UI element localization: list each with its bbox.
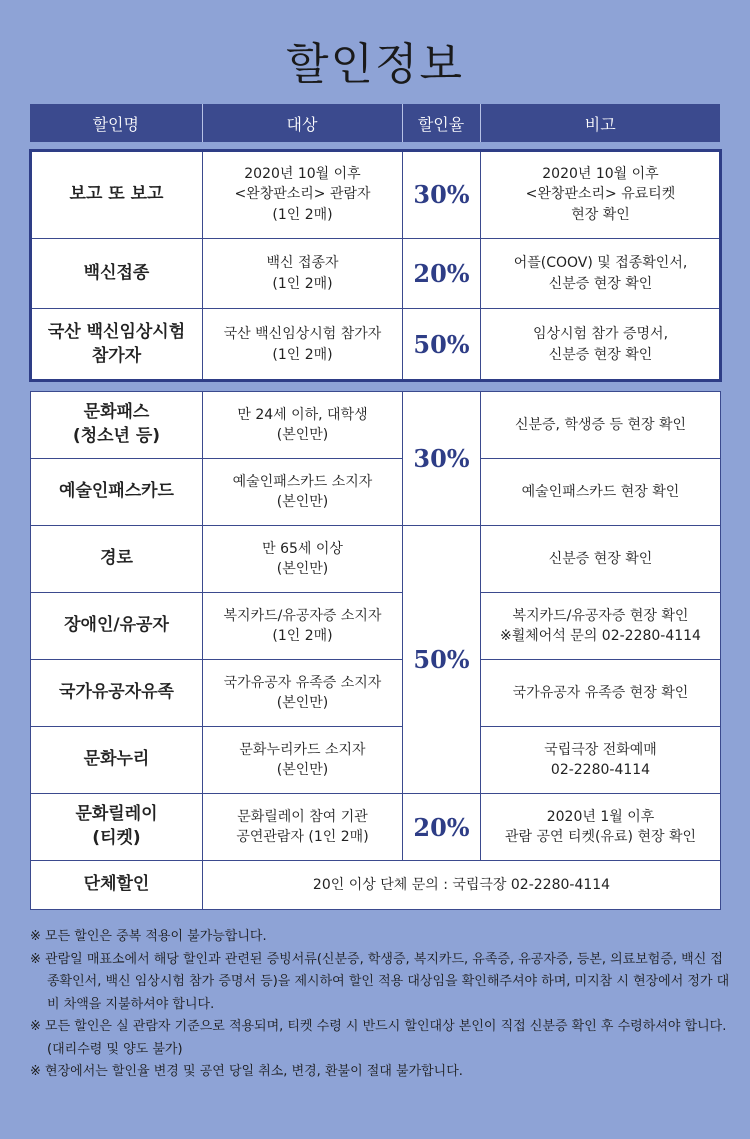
discount-rate: 50% (403, 309, 481, 381)
table-row (31, 392, 721, 459)
discount-name: 문화패스 (청소년 등) (31, 392, 203, 459)
discount-name: 경로 (31, 526, 203, 593)
discount-name: 문화누리 (31, 727, 203, 794)
table-row (31, 861, 721, 910)
page-title: 할인정보 (285, 39, 464, 90)
table-row (31, 794, 721, 861)
discount-note: 신분증 현장 확인 (481, 526, 721, 593)
table-row (31, 660, 721, 727)
discount-note: 어플(COOV) 및 접종확인서, 신분증 현장 확인 (481, 239, 721, 309)
discount-rate: 20% (403, 239, 481, 309)
table-row (31, 593, 721, 660)
table-row (31, 151, 721, 239)
discount-target: 복지카드/유공자증 소지자 (1인 2매) (203, 593, 403, 660)
discount-note: 복지카드/유공자증 현장 확인 ※휠체어석 문의 02-2280-4114 (481, 593, 721, 660)
discount-target: 국가유공자 유족증 소지자 (본인만) (203, 660, 403, 727)
header-target: 대상 (202, 104, 402, 142)
discount-note: 임상시험 참가 증명서, 신분증 현장 확인 (481, 309, 721, 381)
discount-name: 예술인패스카드 (31, 459, 203, 526)
table-header (30, 104, 720, 142)
discount-note: 2020년 1월 이후 관람 공연 티켓(유료) 현장 확인 (481, 794, 721, 861)
discount-name: 보고 또 보고 (31, 151, 203, 239)
discount-name: 백신접종 (31, 239, 203, 309)
discount-note: 국가유공자 유족증 현장 확인 (481, 660, 721, 727)
discount-target: 문화릴레이 참여 기관 공연관람자 (1인 2매) (203, 794, 403, 861)
table-row (31, 459, 721, 526)
notice-item: ※ 모든 할인은 중복 적용이 불가능합니다. (30, 929, 267, 944)
header-rate: 할인율 (402, 104, 480, 142)
discount-note: 2020년 10월 이후 <완창판소리> 유료티켓 현장 확인 (481, 151, 721, 239)
header-note: 비고 (480, 104, 720, 142)
discount-rate: 50% (403, 526, 481, 794)
discount-target: 20인 이상 단체 문의 : 국립극장 02-2280-4114 (203, 861, 721, 910)
discount-name: 장애인/유공자 (31, 593, 203, 660)
discount-table-general (30, 391, 721, 910)
discount-name: 국가유공자유족 (31, 660, 203, 727)
discount-target: 문화누리카드 소지자 (본인만) (203, 727, 403, 794)
header-name: 할인명 (30, 104, 202, 142)
discount-target: 만 65세 이상 (본인만) (203, 526, 403, 593)
discount-note: 예술인패스카드 현장 확인 (481, 459, 721, 526)
discount-name: 문화릴레이 (티켓) (31, 794, 203, 861)
discount-target: 2020년 10월 이후 <완창판소리> 관람자 (1인 2매) (203, 151, 403, 239)
discount-rate: 20% (403, 794, 481, 861)
table-row (31, 239, 721, 309)
discount-target: 국산 백신임상시험 참가자 (1인 2매) (203, 309, 403, 381)
discount-note: 신분증, 학생증 등 현장 확인 (481, 392, 721, 459)
notice-item: ※ 관람일 매표소에서 해당 할인과 관련된 증빙서류(신분증, 학생증, 복지카드, 유족증, 유공자증, 등본, 의료보험증, 백신 접종확인서, 백신 임상시험 참가 증명서 등)을 제시하여 할인 적용 대상임을 확인해주셔야 하며, 미지참 시 현장에서 정가 대비 차액을 지불하셔야 합니다. (30, 951, 730, 1012)
discount-target: 백신 접종자 (1인 2매) (203, 239, 403, 309)
table-row (31, 309, 721, 381)
discount-name: 국산 백신임상시험 참가자 (31, 309, 203, 381)
table-row (31, 727, 721, 794)
discount-rate: 30% (403, 392, 481, 526)
notice-item: ※ 현장에서는 할인율 변경 및 공연 당일 취소, 변경, 환불이 절대 불가합니다. (30, 1064, 463, 1079)
notice-list (30, 926, 730, 1084)
discount-name: 단체할인 (31, 861, 203, 910)
discount-rate: 30% (403, 151, 481, 239)
notice-item: ※ 모든 할인은 실 관람자 기준으로 적용되며, 티켓 수령 시 반드시 할인대상 본인이 직접 신분증 확인 후 수령하셔야 합니다. (대리수령 및 양도 불가) (30, 1019, 727, 1057)
discount-target: 예술인패스카드 소지자 (본인만) (203, 459, 403, 526)
discount-target: 만 24세 이하, 대학생 (본인만) (203, 392, 403, 459)
discount-note: 국립극장 전화예매 02-2280-4114 (481, 727, 721, 794)
table-row (31, 526, 721, 593)
discount-table-special (30, 150, 721, 381)
